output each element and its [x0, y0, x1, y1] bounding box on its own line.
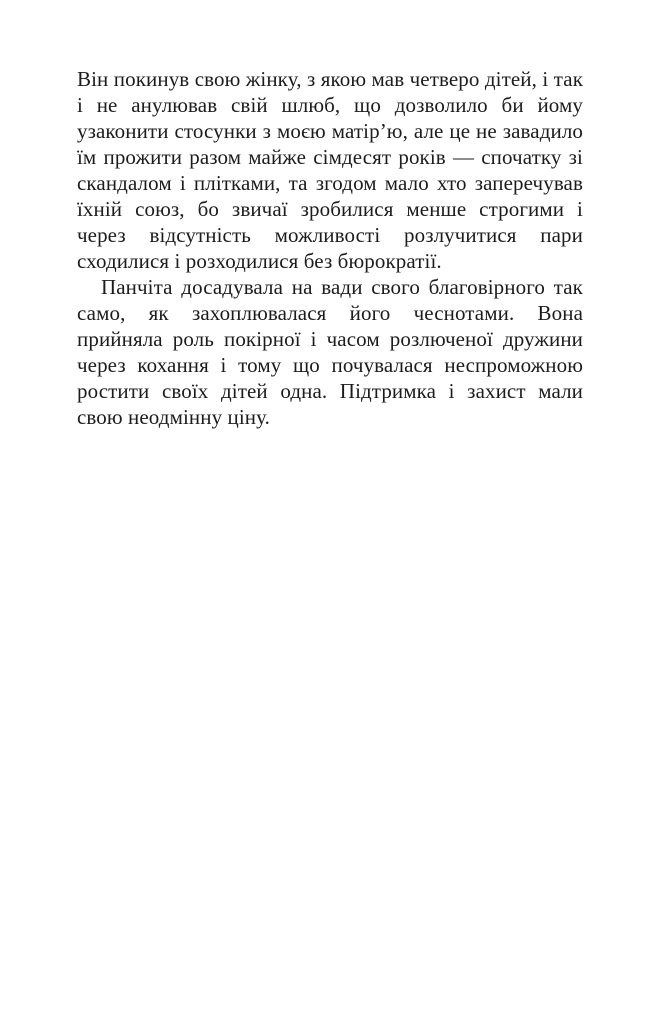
paragraph-1: Він покинув свою жінку, з якою мав четверо дітей, і так і не анулював свій шлюб, що дозволило би йому узаконити стосунки з моєю матір’ю, але це не завадило їм прожити разом майже сімдесят років — спочатку зі скандалом і плітками, та згодом мало хто заперечував їхній союз, бо звичаї зробилися менше строгими і через відсутність можливості розлучитися пари сходилися і розходилися без бюрократії.	[77, 67, 583, 273]
paragraph-2: Панчіта досадувала на вади свого благовірного так само, як захоплювалася його чеснотами. Вона прийняла роль покірної і часом розлюченої дружини через кохання і тому що почувалася неспроможною ростити своїх дітей одна. Підтримка і захист мали свою неодмінну ціну.	[77, 275, 583, 429]
body-text	[77, 66, 583, 430]
